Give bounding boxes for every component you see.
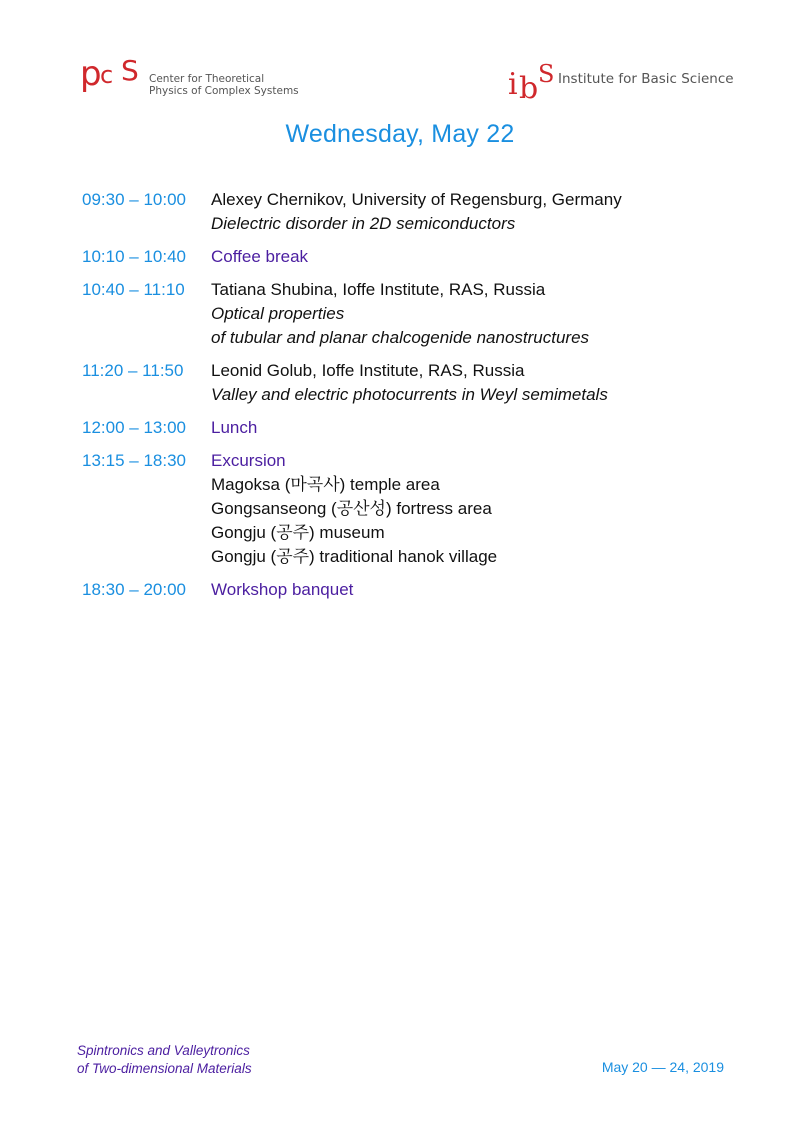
entry-talk-title: Optical properties	[211, 304, 345, 323]
workshop-name	[77, 1042, 252, 1078]
entry-time: 11:20 – 11:50	[82, 361, 184, 380]
pcs-logo-line2: Physics of Complex Systems	[149, 85, 299, 97]
entry-talk-title: Dielectric disorder in 2D semiconductors	[211, 214, 516, 233]
excursion-stop: Magoksa (마곡사) temple area	[211, 475, 440, 494]
entry-speaker: Alexey Chernikov, University of Regensburg, Germany	[211, 190, 622, 209]
entry-event: Excursion	[211, 451, 286, 470]
svg-text:S: S	[121, 55, 139, 87]
pcs-logo-mark	[80, 55, 150, 105]
svg-text:b: b	[519, 71, 539, 104]
schedule-entry	[82, 278, 772, 350]
workshop-dates: May 20 — 24, 2019	[601, 1059, 724, 1075]
page-title: Wednesday, May 22	[285, 120, 515, 148]
svg-text:S: S	[538, 60, 555, 88]
entry-event: Lunch	[211, 418, 258, 437]
workshop-name-line1: Spintronics and Valleytronics	[77, 1043, 250, 1058]
schedule-list	[82, 188, 772, 611]
schedule-entry	[82, 578, 772, 602]
schedule-entry	[82, 359, 772, 407]
pcs-logo-line1: Center for Theoretical	[149, 73, 265, 85]
entry-event: Coffee break	[211, 247, 309, 266]
ibs-logo	[506, 60, 734, 104]
svg-text:i: i	[508, 67, 518, 102]
pcs-logo	[80, 55, 300, 105]
schedule-entry	[82, 245, 772, 269]
entry-speaker: Leonid Golub, Ioffe Institute, RAS, Russia	[211, 361, 525, 380]
entry-event: Workshop banquet	[211, 580, 354, 599]
entry-speaker: Tatiana Shubina, Ioffe Institute, RAS, Russia	[211, 280, 546, 299]
entry-time: 10:40 – 11:10	[82, 280, 185, 299]
schedule-entry	[82, 188, 772, 236]
schedule-entry	[82, 416, 772, 440]
entry-talk-title: of tubular and planar chalcogenide nanostructures	[211, 328, 590, 347]
schedule-entry	[82, 449, 772, 569]
entry-time: 12:00 – 13:00	[82, 418, 186, 437]
entry-time: 13:15 – 18:30	[82, 451, 186, 470]
entry-time: 10:10 – 10:40	[82, 247, 186, 266]
svg-text:p: p	[80, 55, 102, 94]
ibs-logo-text: Institute for Basic Science	[558, 71, 734, 87]
excursion-stop: Gongju (공주) traditional hanok village	[211, 547, 498, 566]
excursion-stop: Gongsanseong (공산성) fortress area	[211, 499, 492, 518]
workshop-name-line2: of Two-dimensional Materials	[77, 1061, 252, 1076]
ibs-logo-mark	[506, 60, 558, 104]
entry-time: 09:30 – 10:00	[82, 190, 186, 209]
entry-time: 18:30 – 20:00	[82, 580, 186, 599]
svg-text:c: c	[100, 61, 114, 89]
entry-talk-title: Valley and electric photocurrents in Weyl semimetals	[211, 385, 608, 404]
excursion-stop: Gongju (공주) museum	[211, 523, 385, 542]
